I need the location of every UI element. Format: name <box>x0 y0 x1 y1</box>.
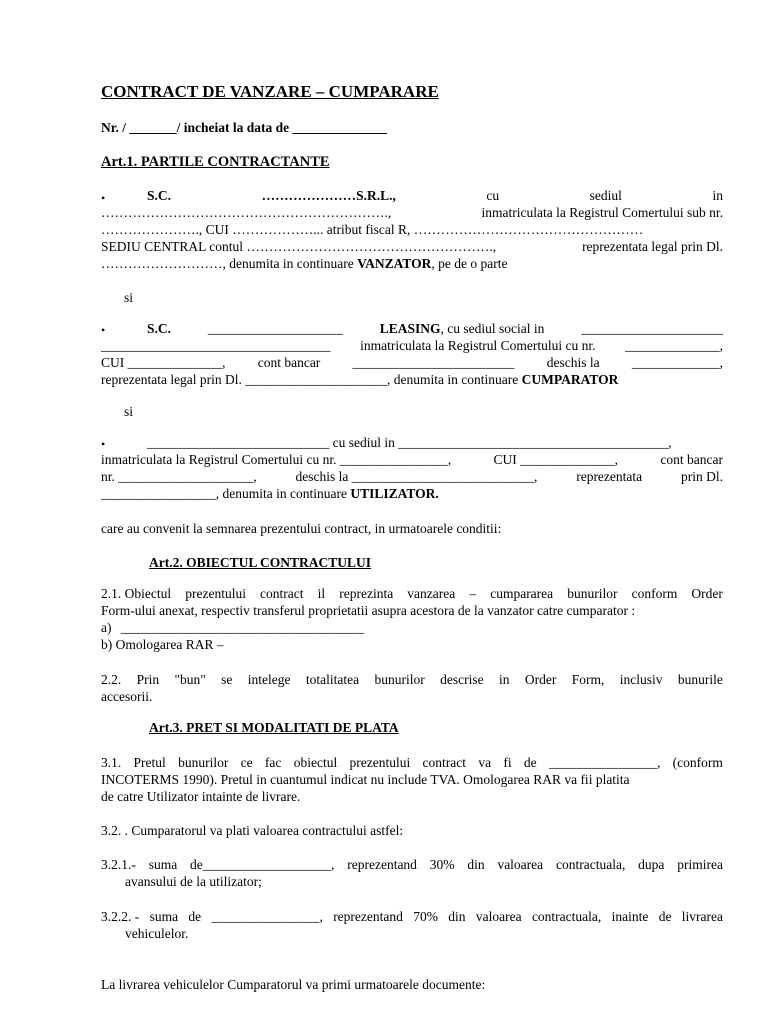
final-line: La livrarea vehiculelor Cumparatorul va primi urmatoarele documente: <box>101 977 486 992</box>
word: fac <box>264 755 282 770</box>
party2-account-blank: ________________________ <box>352 355 515 370</box>
party2-line3 <box>101 355 723 372</box>
party3-reprezentata: reprezentata <box>576 469 643 484</box>
word: de___________________, <box>190 857 335 872</box>
word: ________________, <box>211 909 323 924</box>
party1-line4 <box>101 239 723 256</box>
conjunction-si-2: si <box>124 404 134 419</box>
party2-block <box>101 321 723 389</box>
word: livrarea <box>681 909 723 924</box>
art2-1-item-b: b) Omologarea RAR – <box>101 637 224 652</box>
word: reprezentand <box>333 909 403 924</box>
agreement-line: care au convenit la semnarea prezentului contract, in urmatoarele conditii: <box>101 521 502 536</box>
word: bunurile <box>677 672 723 687</box>
art2-1-a-blank: ____________________________________ <box>120 620 364 635</box>
party1-represented-text: reprezentata legal prin Dl. <box>582 239 723 254</box>
word: conform <box>631 586 678 601</box>
word: Form, <box>571 672 605 687</box>
art2-1-item-a <box>101 620 723 637</box>
word: 70% <box>413 909 438 924</box>
word: 2.2. <box>101 672 122 687</box>
word: valoarea <box>497 857 544 872</box>
art3-2-2-line2: vehiculelor. <box>125 926 189 941</box>
word: valoarea <box>475 909 522 924</box>
party1-line3: …………………., CUI ………………... atribut fiscal R, …………………………………………… <box>101 222 644 237</box>
party2-line4 <box>101 372 723 389</box>
word: dupa <box>638 857 665 872</box>
bullet-party3: • <box>101 437 106 451</box>
art3-1-line1 <box>101 755 723 772</box>
word: din <box>467 857 485 872</box>
art3-2-2-block <box>101 909 723 943</box>
art2-1-a-label: a) <box>101 620 112 635</box>
party1-registry-text: inmatriculata la Registrul Comertului sub nr. <box>481 205 723 220</box>
conjunction-si-1: si <box>124 290 134 305</box>
word: reprezinta <box>339 586 394 601</box>
party1-role-vanzator: VANZATOR <box>357 256 432 271</box>
art3-2-1-line2: avansului de la utilizator; <box>125 874 262 889</box>
word: se <box>221 672 233 687</box>
party2-line2 <box>101 338 723 355</box>
art3-2-1-line1 <box>101 857 723 874</box>
party1-account-text: SEDIU CENTRAL contul ………………………………………………., <box>101 239 497 254</box>
word: Pretul <box>133 755 166 770</box>
party1-suffix: , pe de o parte <box>431 256 508 271</box>
word: reprezentand <box>347 857 417 872</box>
art1-heading <box>101 154 330 170</box>
art2-1-line1 <box>101 586 723 603</box>
party3-line1 <box>101 435 723 452</box>
word: de <box>523 755 537 770</box>
art3-heading: Art.3. PRET SI MODALITATI DE PLATA <box>149 720 399 735</box>
word: vanzarea <box>407 586 456 601</box>
party2-bank-blank: _____________, <box>631 355 723 370</box>
word: bunurilor <box>374 672 425 687</box>
art2-1-block <box>101 586 723 654</box>
word: de <box>188 909 202 924</box>
art3-2-line: 3.2. . Cumparatorul va plati valoarea contractului astfel: <box>101 823 404 838</box>
word: obiectul <box>293 755 338 770</box>
word: de <box>658 909 672 924</box>
word: totalitatea <box>305 672 360 687</box>
party2-registry-blank: ______________, <box>625 338 723 353</box>
word: 3.1. <box>101 755 122 770</box>
word: contractuala, <box>531 909 602 924</box>
word: …………………S.R.L., <box>261 188 396 203</box>
party3-sediul-text: cu sediul in ________________________________________, <box>329 435 672 450</box>
word: 3.2.1.- <box>101 857 136 872</box>
party3-role-utilizator: UTILIZATOR. <box>350 486 439 501</box>
word: suma <box>148 857 178 872</box>
party3-registry-text: inmatriculata la Registrul Comertului cu nr. ________________, <box>101 452 452 467</box>
art3-1-line3: de catre Utilizator intainte de livrare. <box>101 789 301 804</box>
word: in <box>499 672 510 687</box>
word: din <box>448 909 466 924</box>
word: Prin <box>136 672 160 687</box>
art2-heading: Art.2. OBIECTUL CONTRACTULUI <box>149 555 372 570</box>
word: sediul <box>589 188 622 203</box>
party3-block <box>101 435 723 503</box>
word: 30% <box>429 857 455 872</box>
party1-address-dots: ………………………………………………………., <box>101 205 392 220</box>
party2-sc: S.C. <box>147 321 172 336</box>
word: va <box>478 755 492 770</box>
art3-1-line2: INCOTERMS 1990). Pretul in cuantumul indicat nu include TVA. Omologarea RAR va fii platita <box>101 772 630 787</box>
bullet-party1: • <box>101 191 106 205</box>
party3-line3 <box>101 469 723 486</box>
word: S.C. <box>147 188 172 203</box>
word: 3.2.2. - <box>101 909 140 924</box>
party2-leasing: LEASING <box>379 321 441 336</box>
art1-heading-text: Art.1. PARTILE CONTRACTANTE <box>101 154 330 170</box>
word: in <box>712 188 723 203</box>
word: contract <box>422 755 467 770</box>
party2-role-cumparator: CUMPARATOR <box>521 372 619 387</box>
word: prezentului <box>185 586 246 601</box>
word: ce <box>240 755 253 770</box>
party2-cont-bancar: cont bancar <box>257 355 321 370</box>
party2-registry-text: inmatriculata la Registrul Comertului cu nr. <box>360 338 596 353</box>
party3-name-blank: ___________________________ <box>147 435 330 450</box>
word: il <box>317 586 326 601</box>
word: fi <box>503 755 512 770</box>
art2-2-line2: accesorii. <box>101 689 153 704</box>
word: contractuala, <box>555 857 626 872</box>
party1-denumita-text: ………………………, denumita in continuare <box>101 256 358 271</box>
party2-address-blank: __________________________________ <box>101 338 331 353</box>
party3-deschis-la: deschis la ___________________________, <box>295 469 538 484</box>
word: intelege <box>247 672 291 687</box>
party3-cont-bancar: cont bancar <box>660 452 723 467</box>
bullet-party2: • <box>101 323 106 337</box>
party2-sediul-text: , cu sediul social in <box>440 321 545 336</box>
word: cumpararea <box>490 586 554 601</box>
party1-block <box>101 188 723 273</box>
party1-line2 <box>101 205 723 222</box>
party2-deschis-la: deschis la <box>546 355 600 370</box>
art3-2-2-line1 <box>101 909 723 926</box>
word: inclusiv <box>619 672 663 687</box>
party2-line1 <box>101 321 723 338</box>
party3-prin-dl: prin Dl. <box>681 469 723 484</box>
word: 2.1. Obiectul <box>101 586 172 601</box>
party3-line4 <box>101 486 723 503</box>
art3-1-block <box>101 755 723 806</box>
party3-account-nr: nr. ____________________, <box>101 469 257 484</box>
word: – <box>469 586 477 601</box>
word: (conform <box>672 755 723 770</box>
party2-name-blank: ____________________ <box>207 321 343 336</box>
contract-number-line: Nr. / _______/ incheiat la data de ______________ <box>101 120 388 135</box>
party2-cui: CUI ______________, <box>101 355 226 370</box>
art3-2-1-block <box>101 857 723 891</box>
party3-denumita-text: _________________, denumita in continuare <box>101 486 351 501</box>
party1-line1 <box>101 188 723 205</box>
art2-2-line1 <box>101 672 723 689</box>
art2-1-line2: Form-ului anexat, respectiv transferul proprietatii asupra acestora de la vanzator catre cumparator : <box>101 603 636 618</box>
word: contract <box>260 586 304 601</box>
party3-cui: CUI ______________, <box>493 452 619 467</box>
party2-represented-text: reprezentata legal prin Dl. _____________________, denumita in continuare <box>101 372 522 387</box>
party3-line2 <box>101 452 723 469</box>
word: suma <box>149 909 179 924</box>
word: bunurilor <box>178 755 229 770</box>
word: prezentului <box>349 755 411 770</box>
word: bunurilor <box>567 586 618 601</box>
party1-line5 <box>101 256 723 273</box>
word: descrise <box>440 672 484 687</box>
word: primirea <box>677 857 723 872</box>
document-title: CONTRACT DE VANZARE – CUMPARARE <box>101 82 439 101</box>
party2-sediul-blank: _____________________ <box>581 321 723 336</box>
word: inainte <box>611 909 649 924</box>
word: Order <box>524 672 557 687</box>
art2-2-block <box>101 672 723 706</box>
word: "bun" <box>174 672 206 687</box>
word: cu <box>486 188 500 203</box>
word: Order <box>691 586 723 601</box>
word: ________________, <box>548 755 661 770</box>
